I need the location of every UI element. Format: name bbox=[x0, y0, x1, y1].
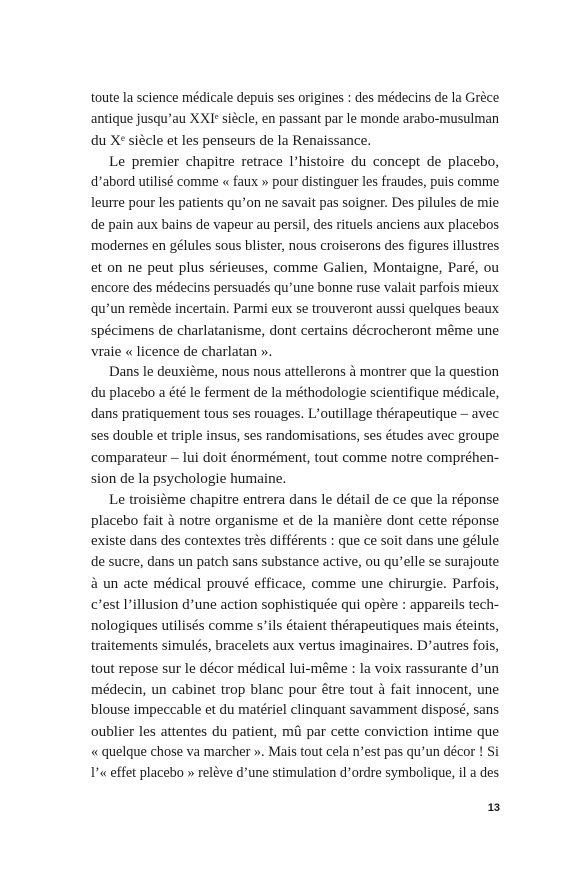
text-line: l’« effet placebo » relève d’une stimulation d’ordre symbolique, il a des bbox=[91, 765, 500, 781]
text-line: comparateur – lui doit énormément, tout comme notre compréhen- bbox=[91, 448, 499, 466]
text-line: d’abord utilisé comme « faux » pour distinguer les fraudes, puis comme bbox=[91, 174, 500, 191]
text-line: toute la science médicale depuis ses origines : des médecins de la Grèce bbox=[91, 90, 500, 106]
text-line: « quelque chose va marcher ». Mais tout cela n’est pas qu’un décor ! Si bbox=[91, 743, 499, 760]
text-line: antique jusqu’au XXIᵉ siècle, en passant par le monde arabo-musulman bbox=[91, 111, 499, 128]
text-line: du Xᵉ siècle et les penseurs de la Renaissance. bbox=[91, 132, 372, 150]
text-line: nologiques utilisés comme s’ils étaient thérapeutiques mais éteints, bbox=[91, 617, 499, 635]
text-line: médecin, un cabinet trop blanc pour être tout à fait innocent, une bbox=[91, 680, 499, 698]
text-line: c’est l’illusion d’une action sophistiquée qui opère : appareils tech- bbox=[91, 596, 499, 614]
text-line: dans pratiquement tous ses rouages. L’outillage thérapeutique – avec bbox=[91, 406, 499, 423]
text-line: leurre pour les patients qu’on ne savait pas soigner. Des pilules de mie bbox=[91, 195, 499, 212]
text-line: sion de la psychologie humaine. bbox=[91, 469, 287, 487]
text-line: traitements simulés, bracelets aux vertus imaginaires. D’autres fois, bbox=[91, 638, 499, 655]
text-line: Le troisième chapitre entrera dans le détail de ce que la réponse bbox=[109, 490, 499, 508]
text-line: encore des médecins persuadés qu’une bonne ruse valait parfois mieux bbox=[91, 279, 499, 296]
text-line: oublier les attentes du patient, mû par cette conviction intime que bbox=[91, 722, 499, 740]
text-line: du placebo a été le ferment de la méthodologie scientifique médicale, bbox=[91, 385, 500, 402]
text-line: blouse impeccable et du matériel clinquant savamment disposé, sans bbox=[91, 701, 499, 718]
page-number: 13 bbox=[487, 802, 500, 814]
text-line: placebo fait à notre organisme et de la manière dont cette réponse bbox=[91, 511, 499, 529]
text-line: modernes en gélules sous blister, nous croiserons des figures illustres bbox=[91, 237, 500, 254]
text-line: et on ne peut plus sérieuses, comme Galien, Montaigne, Paré, ou bbox=[91, 258, 499, 276]
text-line: à un acte médical prouvé efficace, comme une chirurgie. Parfois, bbox=[91, 575, 499, 593]
text-line: de sucre, dans un patch sans substance active, ou qu’elle se surajoute bbox=[91, 554, 500, 571]
body-text bbox=[91, 88, 499, 784]
text-line: Dans le deuxième, nous nous attellerons à montrer que la question bbox=[109, 364, 499, 381]
text-line: ses double et triple insus, ses randomisations, ses études avec groupe bbox=[91, 427, 500, 444]
text-line: qu’un remède incertain. Parmi eux se trouveront aussi quelques beaux bbox=[91, 300, 499, 317]
text-line: spécimens de charlatanisme, dont certains décrocheront même une bbox=[91, 322, 499, 340]
text-line: de pain aux bains de vapeur au persil, des rituels anciens aux placebos bbox=[91, 216, 499, 233]
text-line: vraie « licence de charlatan ». bbox=[91, 343, 273, 361]
text-line: tout repose sur le décor médical lui-même : la voix rassurante d’un bbox=[91, 659, 499, 677]
text-line: Le premier chapitre retrace l’histoire du concept de placebo, bbox=[109, 153, 499, 171]
text-line: existe dans des contextes très différents : que ce soit dans une gélule bbox=[91, 532, 499, 549]
